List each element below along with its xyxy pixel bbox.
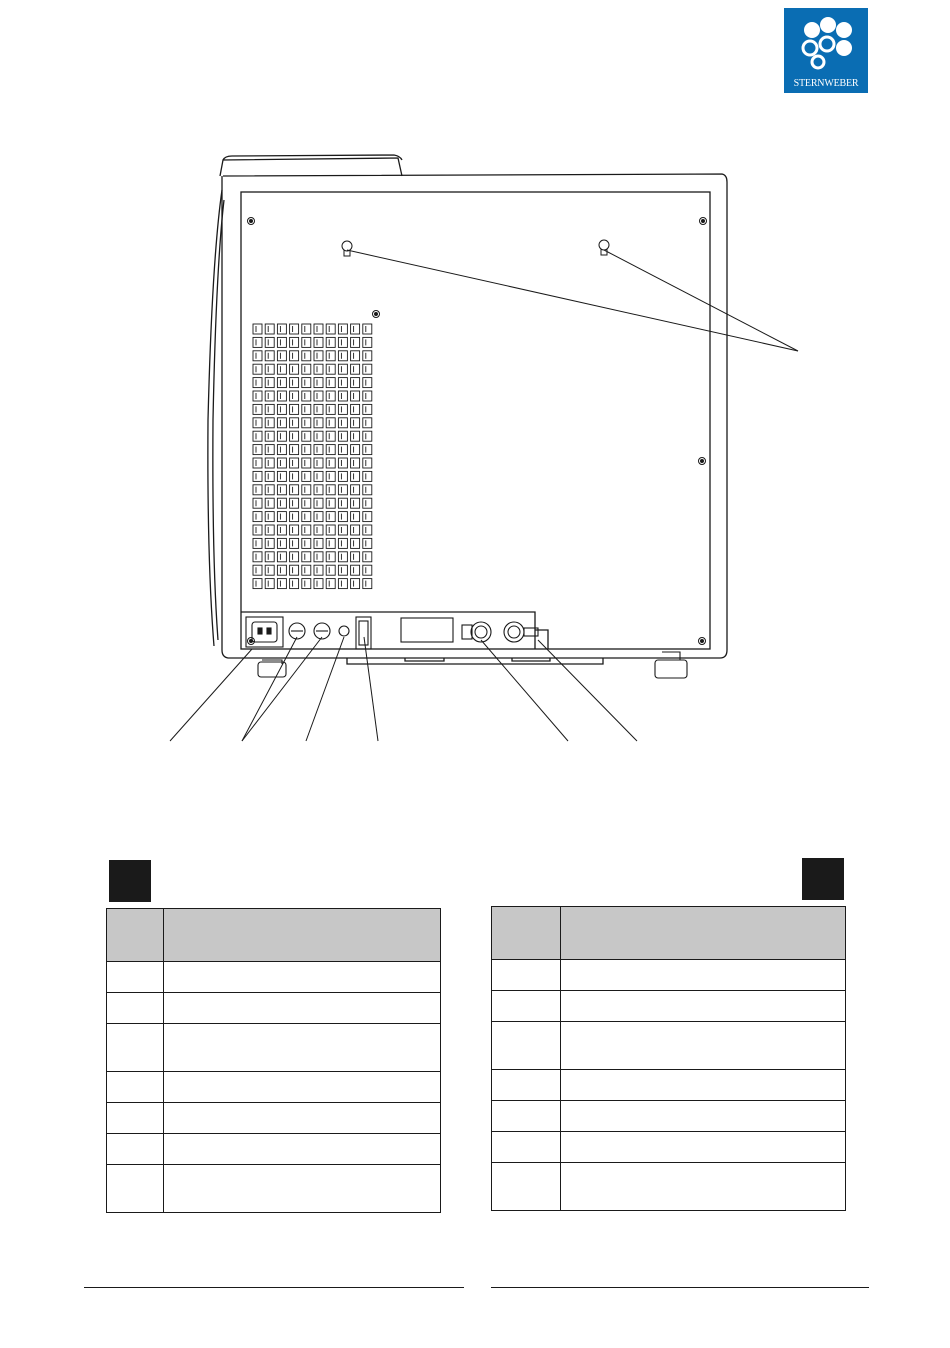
row-description — [561, 1163, 846, 1211]
vent-slot — [265, 445, 274, 455]
row-description — [561, 960, 846, 991]
vent-slot — [351, 538, 360, 548]
vent-slot — [277, 445, 286, 455]
header-number — [492, 907, 561, 960]
row-number — [107, 962, 164, 993]
vent-slot — [314, 364, 323, 374]
vent-slot — [302, 485, 311, 495]
vent-slot — [253, 391, 262, 401]
vent-slot — [363, 404, 372, 414]
vent-slot — [326, 337, 335, 347]
vent-slot — [265, 525, 274, 535]
vent-slot — [277, 458, 286, 468]
vent-slot — [326, 458, 335, 468]
row-description — [164, 1024, 441, 1072]
table-row — [107, 1024, 441, 1072]
table-row — [492, 1132, 846, 1163]
vent-slot — [363, 418, 372, 428]
vent-slot — [265, 498, 274, 508]
row-number — [107, 993, 164, 1024]
vent-slot — [253, 552, 262, 562]
vent-slot — [363, 471, 372, 481]
vent-slot — [338, 324, 347, 334]
vent-slot — [290, 485, 299, 495]
vent-slot — [277, 364, 286, 374]
vent-slot — [277, 538, 286, 548]
table-row — [107, 1072, 441, 1103]
vent-slot — [363, 525, 372, 535]
vent-slot — [314, 552, 323, 562]
vent-slot — [351, 378, 360, 388]
footer-rule-left — [84, 1287, 464, 1288]
vent-slot — [326, 378, 335, 388]
vent-slot — [351, 498, 360, 508]
vent-slot — [326, 565, 335, 575]
vent-slot — [351, 458, 360, 468]
vent-slot — [302, 458, 311, 468]
vent-slot — [302, 364, 311, 374]
vent-slot — [290, 418, 299, 428]
vent-slot — [351, 324, 360, 334]
vent-slot — [290, 404, 299, 414]
vent-slot — [302, 351, 311, 361]
table-row — [492, 960, 846, 991]
vent-slot — [302, 538, 311, 548]
table-row — [492, 1163, 846, 1211]
table-row — [107, 993, 441, 1024]
vent-slot — [351, 471, 360, 481]
vent-slot — [314, 498, 323, 508]
vent-slot — [338, 485, 347, 495]
vent-slot — [265, 552, 274, 562]
row-description — [561, 1132, 846, 1163]
vent-slot — [265, 579, 274, 589]
row-number — [107, 1024, 164, 1072]
vent-slot — [277, 565, 286, 575]
vent-slot — [265, 512, 274, 522]
vent-slot — [363, 337, 372, 347]
vent-slot — [265, 431, 274, 441]
vent-slot — [314, 337, 323, 347]
row-number — [492, 1163, 561, 1211]
vent-slot — [265, 351, 274, 361]
vent-slot — [302, 378, 311, 388]
header-description — [561, 907, 846, 960]
vent-slot — [363, 552, 372, 562]
vent-slot — [326, 538, 335, 548]
vent-slot — [253, 431, 262, 441]
vent-slot — [326, 364, 335, 374]
vent-slot — [338, 498, 347, 508]
vent-slot — [363, 391, 372, 401]
vent-slot — [326, 445, 335, 455]
vent-slot — [253, 471, 262, 481]
vent-slot — [338, 471, 347, 481]
vent-slot — [314, 565, 323, 575]
vent-slot — [338, 579, 347, 589]
vent-slot — [290, 337, 299, 347]
vent-slot — [290, 458, 299, 468]
row-number — [492, 960, 561, 991]
vent-slot — [277, 525, 286, 535]
vent-slot — [326, 485, 335, 495]
table-row — [492, 1022, 846, 1070]
table-row — [107, 1134, 441, 1165]
vent-slot — [351, 525, 360, 535]
vent-slot — [338, 404, 347, 414]
vent-slot — [338, 552, 347, 562]
vent-slot — [277, 324, 286, 334]
vent-slot — [314, 485, 323, 495]
row-description — [164, 962, 441, 993]
vent-slot — [277, 579, 286, 589]
table-row — [107, 1103, 441, 1134]
vent-slot — [290, 351, 299, 361]
vent-slot — [363, 538, 372, 548]
row-description — [561, 991, 846, 1022]
table-row — [492, 1101, 846, 1132]
row-description — [164, 1103, 441, 1134]
row-number — [107, 1103, 164, 1134]
vent-slot — [314, 431, 323, 441]
table-row — [492, 1070, 846, 1101]
language-badge-left — [109, 860, 151, 902]
vent-slot — [253, 418, 262, 428]
vent-slot — [314, 471, 323, 481]
vent-slot — [314, 418, 323, 428]
vent-slot — [326, 471, 335, 481]
vent-slot — [314, 445, 323, 455]
vent-slot — [277, 404, 286, 414]
row-number — [492, 1022, 561, 1070]
row-description — [164, 1072, 441, 1103]
vent-slot — [290, 324, 299, 334]
vent-slot — [338, 364, 347, 374]
vent-slot — [265, 565, 274, 575]
vent-slot — [338, 378, 347, 388]
vent-slot — [338, 337, 347, 347]
vent-slot — [302, 579, 311, 589]
vent-slot — [290, 552, 299, 562]
vent-slot — [326, 324, 335, 334]
vent-slot — [351, 445, 360, 455]
row-description — [164, 993, 441, 1024]
vent-slot — [363, 351, 372, 361]
vent-slot — [314, 404, 323, 414]
vent-slot — [290, 445, 299, 455]
vent-slot — [326, 579, 335, 589]
vent-slot — [314, 579, 323, 589]
vent-slot — [326, 391, 335, 401]
vent-slot — [277, 498, 286, 508]
row-number — [492, 1101, 561, 1132]
vent-slot — [363, 498, 372, 508]
vent-slot — [351, 485, 360, 495]
vent-slot — [277, 485, 286, 495]
vent-slot — [290, 431, 299, 441]
vent-slot — [265, 485, 274, 495]
vent-slot — [363, 364, 372, 374]
vent-slot — [265, 378, 274, 388]
vent-slot — [265, 324, 274, 334]
vent-slot — [363, 565, 372, 575]
vent-slot — [277, 512, 286, 522]
vent-slot — [363, 324, 372, 334]
vent-slot — [265, 337, 274, 347]
vent-slot — [302, 431, 311, 441]
vent-slot — [290, 579, 299, 589]
row-number — [107, 1134, 164, 1165]
vent-slot — [314, 525, 323, 535]
vent-slot — [302, 404, 311, 414]
vent-slot — [253, 404, 262, 414]
row-number — [492, 1070, 561, 1101]
vent-slot — [290, 512, 299, 522]
vent-slot — [338, 538, 347, 548]
vent-slot — [265, 418, 274, 428]
vent-slot — [338, 458, 347, 468]
vent-slot — [265, 391, 274, 401]
vent-slot — [326, 512, 335, 522]
vent-slot — [302, 391, 311, 401]
vent-slot — [338, 351, 347, 361]
legend-table-right — [491, 906, 846, 1211]
vent-slot — [253, 485, 262, 495]
vent-slot — [290, 364, 299, 374]
vent-slot — [253, 378, 262, 388]
vent-slot — [338, 418, 347, 428]
vent-slot — [326, 525, 335, 535]
vent-slot — [253, 337, 262, 347]
vent-slot — [302, 552, 311, 562]
vent-slot — [302, 498, 311, 508]
vent-slot — [290, 525, 299, 535]
header-description — [164, 909, 441, 962]
vent-slot — [326, 351, 335, 361]
vent-slot — [290, 565, 299, 575]
vent-slot — [363, 445, 372, 455]
table-row — [107, 1165, 441, 1213]
vent-slot — [302, 445, 311, 455]
vent-slot — [290, 538, 299, 548]
row-number — [107, 1165, 164, 1213]
vent-slot — [351, 565, 360, 575]
footer-rule-right — [491, 1287, 869, 1288]
vent-slot — [277, 431, 286, 441]
vent-slot — [302, 324, 311, 334]
vent-slot — [338, 445, 347, 455]
row-number — [107, 1072, 164, 1103]
vent-slot — [351, 418, 360, 428]
vent-slot — [253, 512, 262, 522]
vent-slot — [338, 525, 347, 535]
row-description — [164, 1134, 441, 1165]
vent-slot — [314, 512, 323, 522]
vent-slot — [277, 391, 286, 401]
language-badge-right — [802, 858, 844, 900]
vent-slot — [253, 458, 262, 468]
vent-slot — [277, 378, 286, 388]
vent-slot — [338, 391, 347, 401]
vent-slot — [314, 391, 323, 401]
vent-slot — [302, 525, 311, 535]
vent-slot — [253, 579, 262, 589]
vent-slot — [314, 324, 323, 334]
vent-slot — [363, 378, 372, 388]
row-description — [561, 1022, 846, 1070]
vent-slot — [314, 378, 323, 388]
header-number — [107, 909, 164, 962]
vent-slot — [277, 552, 286, 562]
vent-slot — [351, 391, 360, 401]
row-description — [561, 1070, 846, 1101]
vent-slot — [302, 418, 311, 428]
vent-slot — [253, 565, 262, 575]
row-number — [492, 1132, 561, 1163]
vent-slot — [326, 552, 335, 562]
vent-slot — [265, 364, 274, 374]
row-number — [492, 991, 561, 1022]
vent-slot — [363, 431, 372, 441]
vent-slot — [363, 579, 372, 589]
vent-slot — [314, 538, 323, 548]
vent-slot — [338, 565, 347, 575]
vent-slot — [277, 351, 286, 361]
vent-slot — [363, 512, 372, 522]
vent-slot — [351, 552, 360, 562]
vent-slot — [253, 351, 262, 361]
row-description — [164, 1165, 441, 1213]
vent-slot — [265, 404, 274, 414]
vent-slot — [253, 324, 262, 334]
logo-wordmark: STERNWEBER — [793, 78, 859, 89]
vent-slot — [265, 458, 274, 468]
vent-slot — [265, 471, 274, 481]
vent-slot — [302, 471, 311, 481]
vent-slot — [314, 458, 323, 468]
vent-slot — [302, 512, 311, 522]
vent-slot — [351, 351, 360, 361]
vent-slot — [277, 337, 286, 347]
vent-slot — [253, 364, 262, 374]
vent-slot — [290, 391, 299, 401]
vent-slot — [363, 458, 372, 468]
table-header-row — [107, 909, 441, 962]
vent-slot — [363, 485, 372, 495]
vent-slot — [290, 471, 299, 481]
vent-slot — [338, 512, 347, 522]
vent-slot — [314, 351, 323, 361]
vent-slot — [351, 512, 360, 522]
vent-slot — [277, 418, 286, 428]
table-row — [107, 962, 441, 993]
vent-slot — [338, 431, 347, 441]
vent-slot — [277, 471, 286, 481]
vent-slot — [253, 525, 262, 535]
legend-table-left — [106, 908, 441, 1213]
vent-slot — [326, 404, 335, 414]
vent-slot — [253, 498, 262, 508]
vent-slot — [351, 364, 360, 374]
vent-slot — [290, 498, 299, 508]
vent-slot — [326, 498, 335, 508]
vent-slot — [265, 538, 274, 548]
vent-slot — [351, 579, 360, 589]
vent-slot — [326, 431, 335, 441]
vent-slot — [253, 538, 262, 548]
vent-slot — [351, 337, 360, 347]
row-description — [561, 1101, 846, 1132]
vent-slot — [302, 565, 311, 575]
table-row — [492, 991, 846, 1022]
table-header-row — [492, 907, 846, 960]
vent-slot — [290, 378, 299, 388]
vent-slot — [326, 418, 335, 428]
vent-slot — [351, 431, 360, 441]
vent-slot — [253, 445, 262, 455]
vent-slot — [302, 337, 311, 347]
vent-slot — [351, 404, 360, 414]
